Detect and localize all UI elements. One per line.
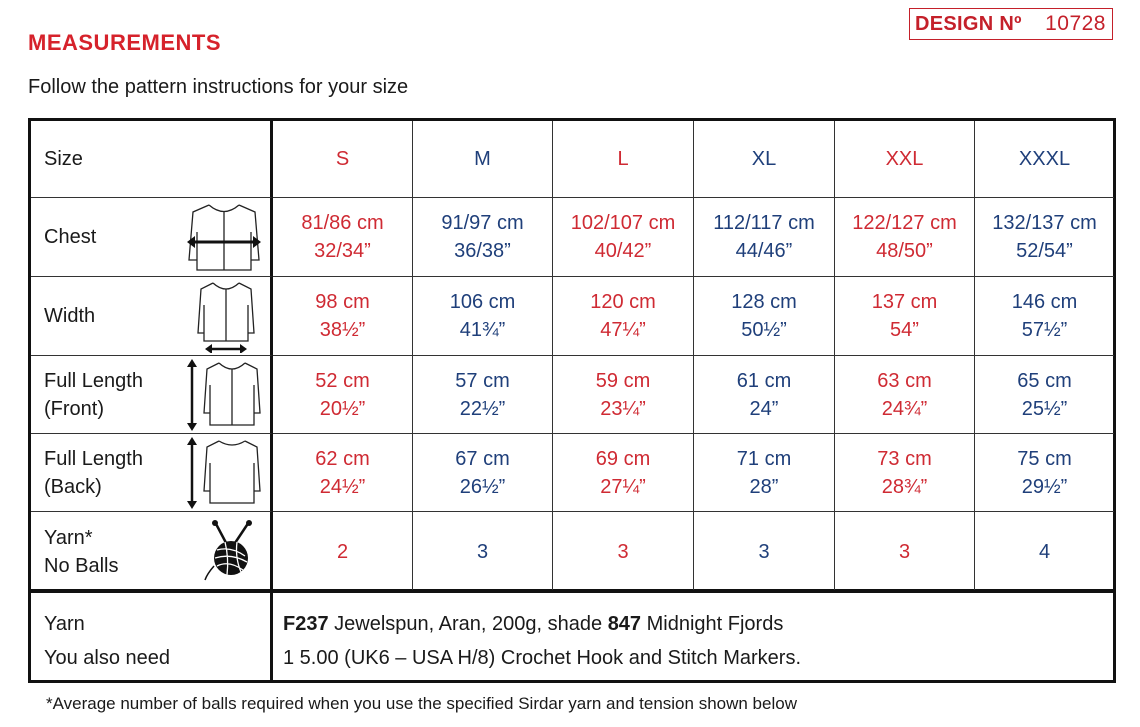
size-header-xl: XL [694, 121, 835, 198]
length-back-xxxl: 75 cm 29½” [975, 434, 1114, 512]
measurements-table [28, 118, 1116, 592]
yarn-description: F237 Jewelspun, Aran, 200g, shade 847 Midnight Fjords [283, 613, 784, 635]
length-front-xl: 61 cm 24” [694, 356, 835, 434]
chest-xxxl: 132/137 cm 52/54” [975, 198, 1114, 277]
yarn-balls-l: 3 [553, 512, 694, 591]
size-header-l: L [553, 121, 694, 198]
row-label-chest: Chest [31, 198, 273, 277]
yarn-info-labels [31, 593, 273, 680]
length-back-icon [185, 437, 263, 509]
size-header-m: M [413, 121, 553, 198]
width-measure-icon [195, 281, 257, 353]
chest-xxl: 122/127 cm 48/50” [835, 198, 975, 277]
width-l: 120 cm 47¼” [553, 277, 694, 356]
length-back-l: 69 cm 27¼” [553, 434, 694, 512]
yarn-balls-xl: 3 [694, 512, 835, 591]
design-number-box [909, 8, 1113, 40]
design-label: DESIGN Nº [915, 12, 1022, 35]
length-back-s: 62 cm 24½” [273, 434, 413, 512]
length-front-xxl: 63 cm 24¾” [835, 356, 975, 434]
need-label: You also need [44, 647, 171, 669]
length-back-m: 67 cm 26½” [413, 434, 553, 512]
width-m: 106 cm 41¾” [413, 277, 553, 356]
length-front-l: 59 cm 23¼” [553, 356, 694, 434]
footnote: *Average number of balls required when you use the specified Sirdar yarn and tension shown below [46, 694, 797, 713]
length-front-m: 57 cm 22½” [413, 356, 553, 434]
yarn-balls-xxxl: 4 [1038, 540, 1051, 563]
length-front-xxxl: 65 cm 25½” [975, 356, 1114, 434]
size-header-label: Size [31, 121, 273, 198]
row-label-length-front: Full Length (Front) [31, 356, 273, 434]
size-header-xxxl: XXXL [975, 121, 1114, 198]
length-back-xl: 71 cm 28” [694, 434, 835, 512]
width-xl: 128 cm 50½” [694, 277, 835, 356]
width-s: 98 cm 38½” [273, 277, 413, 356]
chest-measure-icon [185, 202, 263, 272]
subtitle: Follow the pattern instructions for your size [28, 76, 409, 98]
length-front-s: 52 cm 20½” [273, 356, 413, 434]
chest-s: 81/86 cm 32/34” [273, 198, 413, 277]
chest-m: 91/97 cm 36/38” [413, 198, 553, 277]
width-xxl: 137 cm 54” [835, 277, 975, 356]
yarn-balls-s: 2 [273, 512, 413, 591]
yarn-balls-m: 3 [413, 512, 553, 591]
chest-xl: 112/117 cm 44/46” [694, 198, 835, 277]
yarn-info-values [273, 593, 801, 680]
row-label-width: Width [31, 277, 273, 356]
yarn-label: Yarn [44, 613, 85, 635]
size-header-s: S [273, 121, 413, 198]
chest-l: 102/107 cm 40/42” [553, 198, 694, 277]
yarn-info-box [28, 590, 1116, 683]
length-front-icon [185, 359, 263, 431]
yarn-ball-icon [203, 520, 255, 582]
row-label-yarn-balls: Yarn* No Balls [31, 512, 273, 591]
row-label-length-back: Full Length (Back) [31, 434, 273, 512]
need-description: 1 5.00 (UK6 – USA H/8) Crochet Hook and Stitch Markers. [283, 647, 801, 669]
design-number: 10728 [1045, 12, 1106, 35]
page-title: MEASUREMENTS [28, 30, 222, 55]
length-back-xxl: 73 cm 28¾” [835, 434, 975, 512]
yarn-balls-xxl: 3 [835, 512, 975, 591]
size-header-xxl: XXL [835, 121, 975, 198]
width-xxxl: 146 cm 57½” [975, 277, 1114, 356]
